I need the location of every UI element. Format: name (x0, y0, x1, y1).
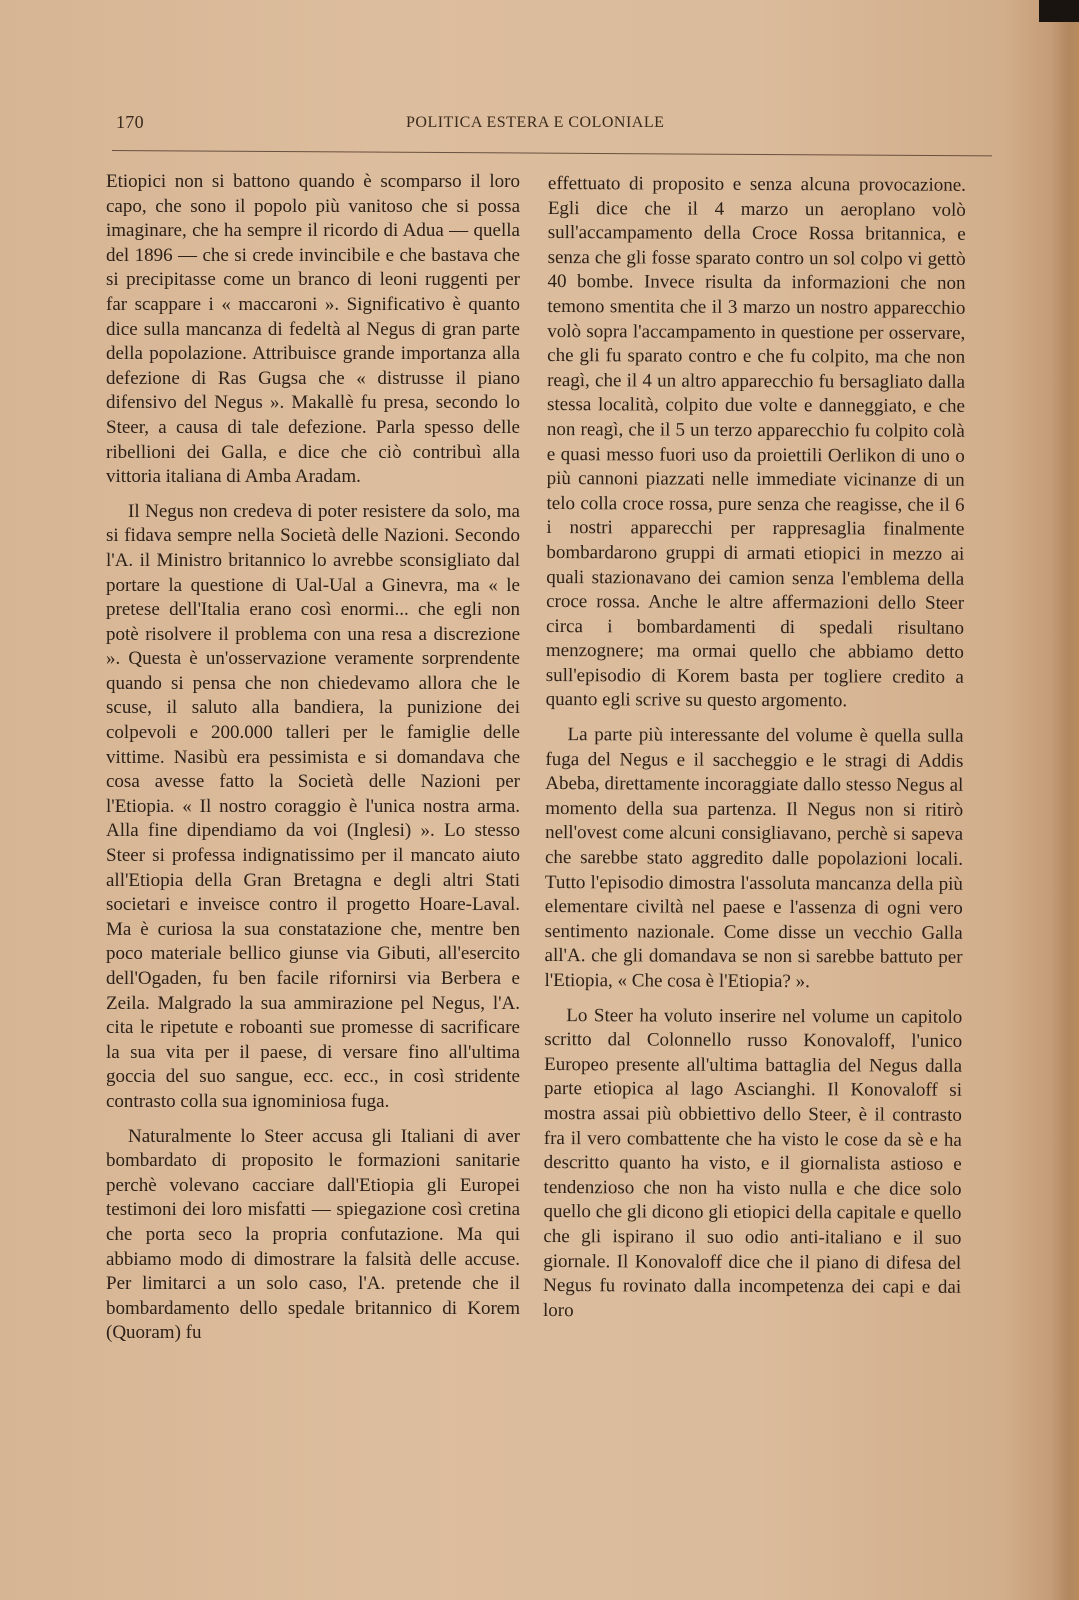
paragraph: Il Negus non credeva di poter resistere da solo, ma si fidava sempre nella Società delle Nazioni. Secondo l'A. il Ministro britannico lo avrebbe sconsigliato dal portare la questione di Ual-Ual a Ginevra, ma « le pretese dell'Italia erano così enormi... che egli non potè risolvere il problema con una resa a discrezione ». Questa è un'osservazione veramente sorprendente quando si pensa che non chiedevamo allora che le scuse, il saluto alla bandiera, la punizione dei colpevoli e 200.000 talleri per le famiglie delle vittime. Nasibù era pessimista e si domandava che cosa avesse fatto la Società delle Nazioni per l'Etiopia. « Il nostro coraggio è l'unica nostra arma. Alla fine dipendiamo da voi (Inglesi) ». Lo stesso Steer si professa indignatissimo per il mancato aiuto all'Etiopia della Gran Bretagna e degli altri Stati societari e inveisce contro il progetto Hoare-Laval. Ma è curiosa la sua constatazione che, mentre ben poco materiale bellico giunse via Gibuti, all'esercito dell'Ogaden, fu ben facile rifornirsi via Berbera e Zeila. Malgrado la sua ammirazione pel Negus, l'A. cita le ripetute e roboanti sue promesse di sacrificare la sua vita per il paese, di versare fino all'ultima goccia del suo sangue, ecc. ecc., in così stridente contrasto colla sua ignominiosa fuga. (106, 500, 520, 1112)
scan-shadow (1039, 0, 1079, 22)
paragraph: Lo Steer ha voluto inserire nel volume un capitolo scritto dal Colonnello russo Konovaloff, l'unico Europeo presente all'ultima battaglia del Negus dalla parte etiopica al lago Ascianghi. Il Konovaloff si mostra assai più obbiettivo dello Steer, è il contrasto fra il vero combattente che ha visto le cose da sè e ha descritto quanto ha visto, e il giornalista astioso e tendenzioso che non ha visto nulla e che dice solo quello che gli dicono gli etiopici della capitale e quello che gli ispirano il suo odio anti-italiano e il suo giornale. Il Konovaloff dice che il piano di difesa del Negus fu rovinato dalla incompetenza dei capi e dai loro (542, 1004, 963, 1321)
page-header (116, 112, 996, 140)
paragraph: Naturalmente lo Steer accusa gli Italiani di aver bombardato di proposito le formazioni sanitarie perchè volevano cacciare dall'Etiopia gli Europei testimoni dei loro misfatti — spiegazione così cretina che porta seco la propria confutazione. Ma qui abbiamo modo di dimostrare la falsità delle accuse. Per limitarci a un solo caso, l'A. pretende che il bombardamento dello spedale britannico di Korem (Quoram) fu (106, 1125, 520, 1344)
right-column (543, 172, 966, 1325)
left-column (106, 170, 520, 1346)
running-title: POLITICA ESTERA E COLONIALE (406, 114, 665, 131)
page-number: 170 (116, 112, 144, 132)
page-edge (1051, 22, 1079, 1600)
header-rule (112, 150, 992, 156)
paragraph: effettuato di proposito e senza alcuna provocazione. Egli dice che il 4 marzo un aeroplano volò sull'accampamento della Croce Rossa britannica, e senza che gli fosse sparato contro un sol colpo vi gettò 40 bombe. Invece risulta da informazioni che non temono smentita che il 3 marzo un nostro apparecchio volò sopra l'accampamento in questione per osservare, che gli fu sparato contro e che fu colpito, ma che non reagì, che il 4 un altro apparecchio fu bersagliato dalla stessa località, colpito due volte e danneggiato, e che non reagì, che il 5 un terzo apparecchio fu colpito colà e quasi messo fuori uso da proiettili Oerlikon di uno o più cannoni piazzati nelle immediate vicinanze di un telo colla croce rossa, pure senza che reagisse, che il 6 i nostri apparecchi per rappresaglia finalmente bombardarono gruppi di armati etiopici in mezzo ai quali stazionavano dei camion senza l'emblema della croce rossa. Anche le altre affermazioni dello Steer circa i bombardamenti di spedali risultano menzognere; ma ormai quello che abbiamo detto sull'episodio di Korem basta per togliere credito a quanto egli scrive su questo argomento. (545, 172, 966, 712)
paragraph: La parte più interessante del volume è quella sulla fuga del Negus e il saccheggio e le stragi di Addis Abeba, direttamente incoraggiate dallo stesso Negus al momento della sua partenza. Il Negus non si ritirò nell'ovest come alcuni consigliavano, perchè si sapeva che sarebbe stato aggredito dalle popolazioni locali. Tutto l'episodio dimostra l'assoluta mancanza della più elementare civiltà nel paese e l'assenza di ogni vero sentimento nazionale. Come disse un vecchio Galla all'A. che gli domandava se non si sarebbe battuto per l'Etiopia, « Che cosa è l'Etiopia? ». (544, 724, 964, 993)
paragraph: Etiopici non si battono quando è scomparso il loro capo, che sono il popolo più vanitoso che si possa imaginare, che ha sempre il ricordo di Adua — quella del 1896 — che si crede invincibile e che bastava che si precipitasse come un branco di leoni ruggenti per far scappare i « maccaroni ». Significativo è quanto dice sulla mancanza di fedeltà al Negus di gran parte della popolazione. Attribuisce grande importanza alla defezione di Ras Gugsa che « distrusse il piano difensivo del Negus ». Makallè fu presa, secondo lo Steer, a causa di tale defezione. Parla spesso delle ribellioni dei Galla, e dice che ciò contribuì alla vittoria italiana di Amba Aradam. (106, 171, 520, 488)
